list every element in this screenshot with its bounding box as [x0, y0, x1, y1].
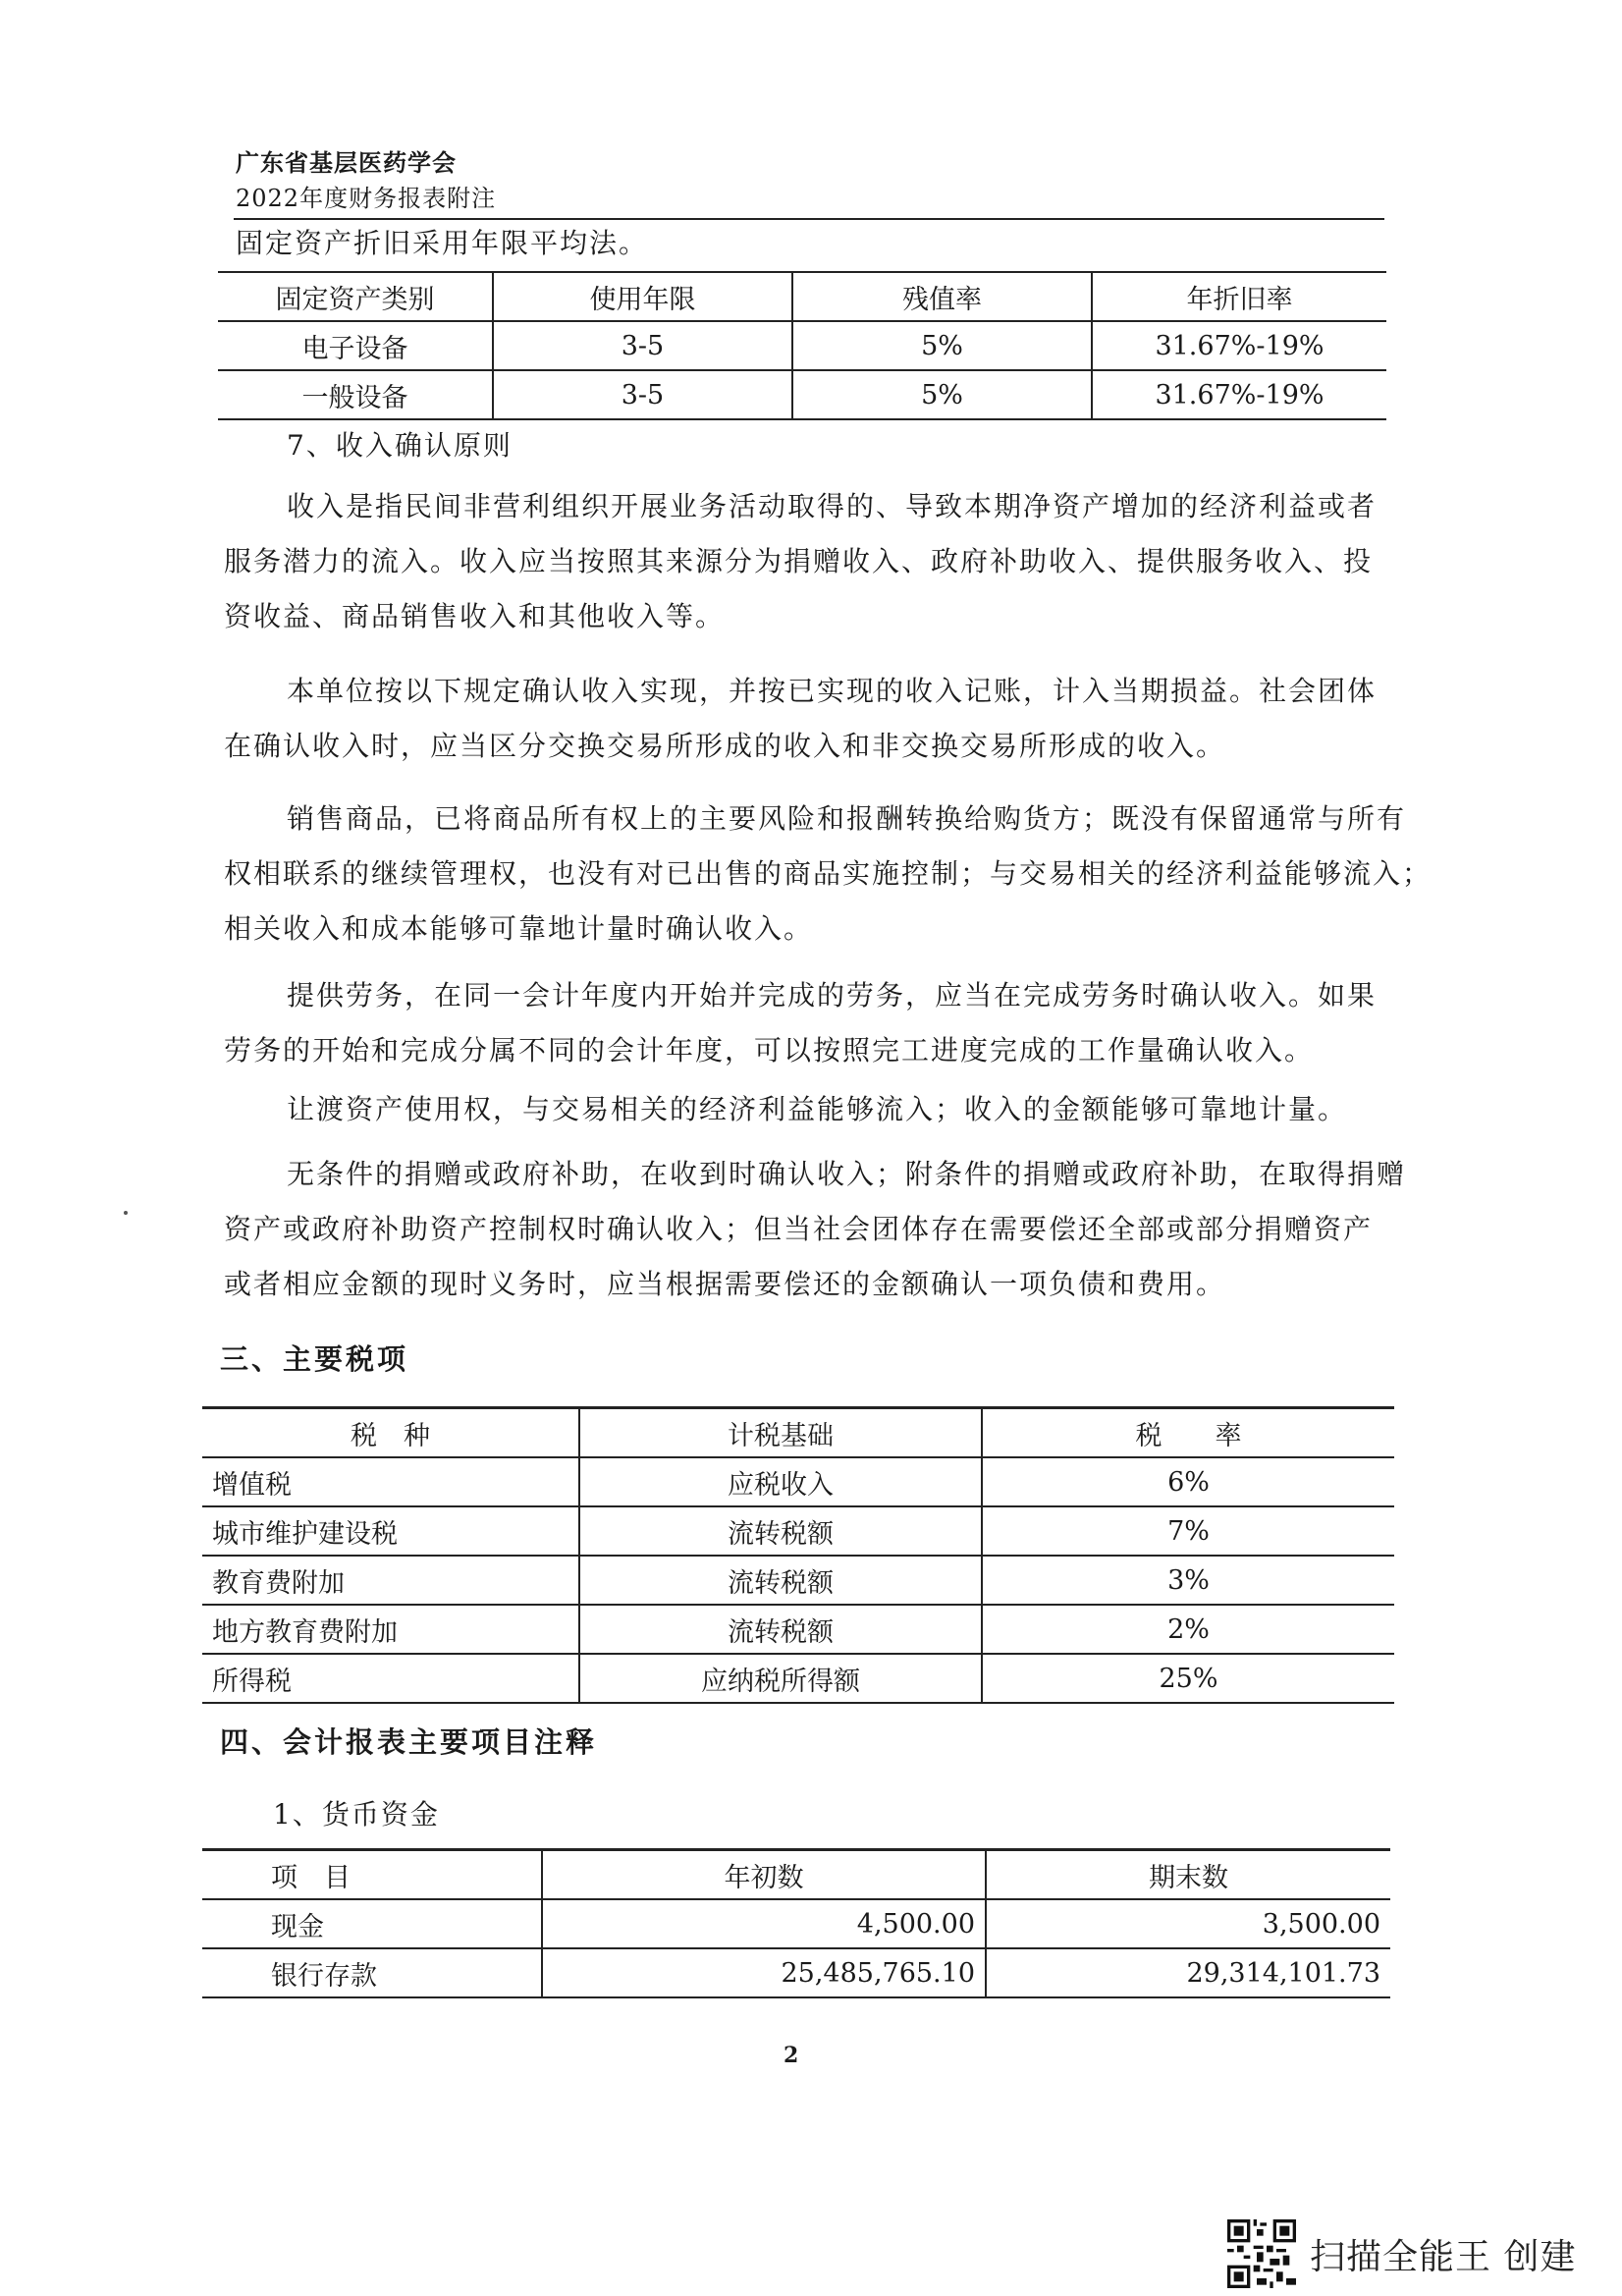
header-cell: 固定资产类别 — [218, 272, 493, 321]
tax-table — [202, 1406, 1394, 1704]
table-row — [202, 1899, 1390, 1948]
scan-speck — [124, 1211, 128, 1215]
table-cell: 3,500.00 — [986, 1899, 1390, 1948]
revenue-paragraph-1 — [224, 479, 1382, 644]
table-cell: 3% — [982, 1556, 1394, 1605]
table-cell: 电子设备 — [218, 321, 493, 370]
header-cell: 项 目 — [202, 1850, 542, 1900]
text-line: 让渡资产使用权，与交易相关的经济利益能够流入；收入的金额能够可靠地计量。 — [287, 1093, 1348, 1125]
table-cell: 教育费附加 — [202, 1556, 579, 1605]
qr-code-icon — [1227, 2219, 1296, 2288]
table-row — [218, 321, 1386, 370]
header-cell: 税 种 — [202, 1408, 579, 1458]
table-cell: 29,314,101.73 — [986, 1948, 1390, 1997]
text-line: 收入是指民间非营利组织开展业务活动取得的、导致本期净资产增加的经济利益或者 — [287, 490, 1378, 522]
revenue-paragraph-5 — [224, 1082, 1382, 1137]
table-cell: 4,500.00 — [542, 1899, 986, 1948]
table-cell: 7% — [982, 1506, 1394, 1556]
text-line: 权相联系的继续管理权，也没有对已出售的商品实施控制；与交易相关的经济利益能够流入； — [224, 857, 1433, 890]
revenue-paragraph-3 — [224, 792, 1433, 957]
table-cell: 流转税额 — [579, 1506, 982, 1556]
header-cell: 期末数 — [986, 1850, 1390, 1900]
cash-subtitle: 1、货币资金 — [273, 1798, 440, 1831]
scanner-watermark — [1227, 2219, 1576, 2288]
table-cell: 5% — [792, 370, 1092, 419]
table-cell: 现金 — [202, 1899, 542, 1948]
text-line: 相关收入和成本能够可靠地计量时确认收入。 — [224, 912, 814, 945]
text-line: 资收益、商品销售收入和其他收入等。 — [224, 600, 726, 632]
text-line: 资产或政府补助资产控制权时确认收入；但当社会团体存在需要偿还全部或部分捐赠资产 — [224, 1213, 1374, 1245]
table-row — [218, 370, 1386, 419]
watermark-text: 扫描全能王 创建 — [1310, 2236, 1577, 2277]
notes-section-title: 四、会计报表主要项目注释 — [220, 1725, 598, 1759]
report-title: 2022年度财务报表附注 — [236, 185, 497, 212]
table-cell: 2% — [982, 1605, 1394, 1654]
table-cell: 一般设备 — [218, 370, 493, 419]
text-line: 在确认收入时，应当区分交换交易所形成的收入和非交换交易所形成的收入。 — [224, 730, 1226, 762]
header-cell: 残值率 — [792, 272, 1092, 321]
table-cell: 银行存款 — [202, 1948, 542, 1997]
tax-section-title: 三、主要税项 — [220, 1342, 409, 1376]
header-cell: 使用年限 — [493, 272, 792, 321]
header-cell: 年初数 — [542, 1850, 986, 1900]
table-cell: 31.67%-19% — [1092, 370, 1386, 419]
text-line: 服务潜力的流入。收入应当按照其来源分为捐赠收入、政府补助收入、提供服务收入、投 — [224, 545, 1374, 577]
table-cell: 城市维护建设税 — [202, 1506, 579, 1556]
table-row — [202, 1556, 1394, 1605]
text-line: 提供劳务，在同一会计年度内开始并完成的劳务，应当在完成劳务时确认收入。如果 — [287, 979, 1378, 1011]
table-cell: 3-5 — [493, 321, 792, 370]
page-number: 2 — [784, 2043, 799, 2068]
table-row — [202, 1605, 1394, 1654]
table-cell: 25% — [982, 1654, 1394, 1703]
header-cell: 计税基础 — [579, 1408, 982, 1458]
table-cell: 增值税 — [202, 1457, 579, 1506]
depreciation-table — [218, 271, 1386, 420]
table-cell: 所得税 — [202, 1654, 579, 1703]
table-cell: 25,485,765.10 — [542, 1948, 986, 1997]
revenue-paragraph-4 — [224, 968, 1382, 1078]
table-cell: 6% — [982, 1457, 1394, 1506]
table-row — [202, 1948, 1390, 1997]
depreciation-intro: 固定资产折旧采用年限平均法。 — [236, 227, 649, 259]
text-line: 劳务的开始和完成分属不同的会计年度，可以按照完工进度完成的工作量确认收入。 — [224, 1034, 1315, 1066]
table-cell: 5% — [792, 321, 1092, 370]
table-cell: 流转税额 — [579, 1556, 982, 1605]
text-line: 本单位按以下规定确认收入实现，并按已实现的收入记账，计入当期损益。社会团体 — [287, 675, 1378, 707]
table-cell: 流转税额 — [579, 1605, 982, 1654]
table-cell: 应纳税所得额 — [579, 1654, 982, 1703]
revenue-paragraph-6 — [224, 1147, 1407, 1312]
header-cell: 年折旧率 — [1092, 272, 1386, 321]
header-cell: 税 率 — [982, 1408, 1394, 1458]
text-line: 或者相应金额的现时义务时，应当根据需要偿还的金额确认一项负债和费用。 — [224, 1268, 1226, 1300]
table-row — [202, 1506, 1394, 1556]
revenue-title: 7、收入确认原则 — [287, 429, 513, 462]
table-cell: 31.67%-19% — [1092, 321, 1386, 370]
table-header-row — [202, 1850, 1390, 1900]
table-cell: 3-5 — [493, 370, 792, 419]
text-line: 无条件的捐赠或政府补助，在收到时确认收入；附条件的捐赠或政府补助，在取得捐赠 — [287, 1158, 1407, 1190]
table-header-row — [218, 272, 1386, 321]
org-name: 广东省基层医药学会 — [236, 148, 457, 177]
table-row — [202, 1654, 1394, 1703]
cash-table — [202, 1848, 1390, 1998]
table-row — [202, 1457, 1394, 1506]
table-cell: 应税收入 — [579, 1457, 982, 1506]
text-line: 销售商品，已将商品所有权上的主要风险和报酬转换给购货方；既没有保留通常与所有 — [287, 802, 1407, 835]
table-header-row — [202, 1408, 1394, 1458]
table-cell: 地方教育费附加 — [202, 1605, 579, 1654]
revenue-paragraph-2 — [224, 664, 1382, 774]
